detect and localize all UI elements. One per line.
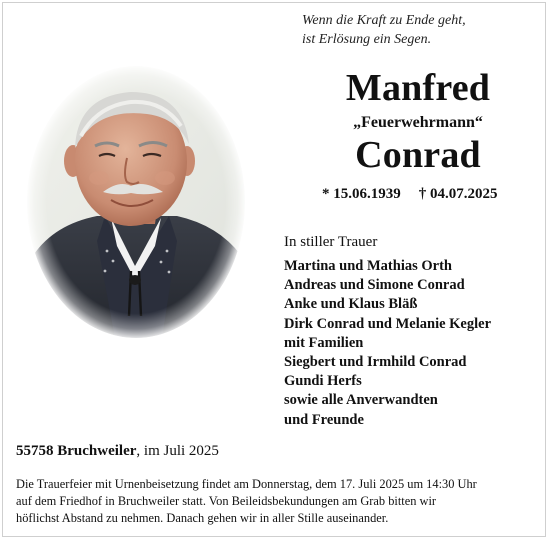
mourners-list (284, 257, 491, 430)
place: 55758 Bruchweiler (16, 443, 137, 459)
mourner-entry: und Freunde (284, 411, 364, 428)
deceased-first-name: Manfred (345, 67, 491, 109)
motto (302, 11, 466, 49)
funeral-information (16, 476, 536, 527)
mourner-entry: Gundi Herfs (284, 373, 362, 390)
deceased-nickname: „Feuerwehrmann“ (353, 114, 483, 131)
mourner-entry: Siegbert und Irmhild Conrad (284, 354, 467, 371)
motto-line-1: Wenn die Kraft zu Ende geht, (302, 13, 466, 28)
place-and-date (16, 442, 219, 461)
mourner-entry: Martina und Mathias Orth (284, 258, 452, 274)
deceased-last-name: Conrad (355, 134, 481, 176)
mourner-entry: Andreas und Simone Conrad (284, 277, 465, 294)
mourner-entry: mit Familien (284, 334, 364, 351)
mourner-entry: Anke und Klaus Bläß (284, 296, 418, 313)
mourner-entry: Dirk Conrad und Melanie Kegler (284, 315, 492, 332)
mourning-intro: In stiller Trauer (284, 234, 378, 250)
notice-date: , im Juli 2025 (136, 443, 219, 459)
portrait-photo (27, 66, 245, 338)
funeral-line-1: Die Trauerfeier mit Urnenbeisetzung findet am Donnerstag, dem 17. Juli 2025 um 14:30 Uhr (16, 477, 477, 491)
funeral-line-2: auf dem Friedhof in Bruchweiler statt. Von Beileidsbekundungen am Grab bitten wir (16, 494, 437, 508)
death-date: † 04.07.2025 (418, 186, 498, 202)
life-dates (322, 184, 498, 204)
birth-date: * 15.06.1939 (322, 186, 401, 202)
funeral-line-3: höflichst Abstand zu nehmen. Danach gehen wir in aller Stille auseinander. (16, 511, 389, 525)
mourner-entry: sowie alle Anverwandten (284, 392, 438, 409)
motto-line-2: ist Erlösung ein Segen. (302, 32, 432, 47)
